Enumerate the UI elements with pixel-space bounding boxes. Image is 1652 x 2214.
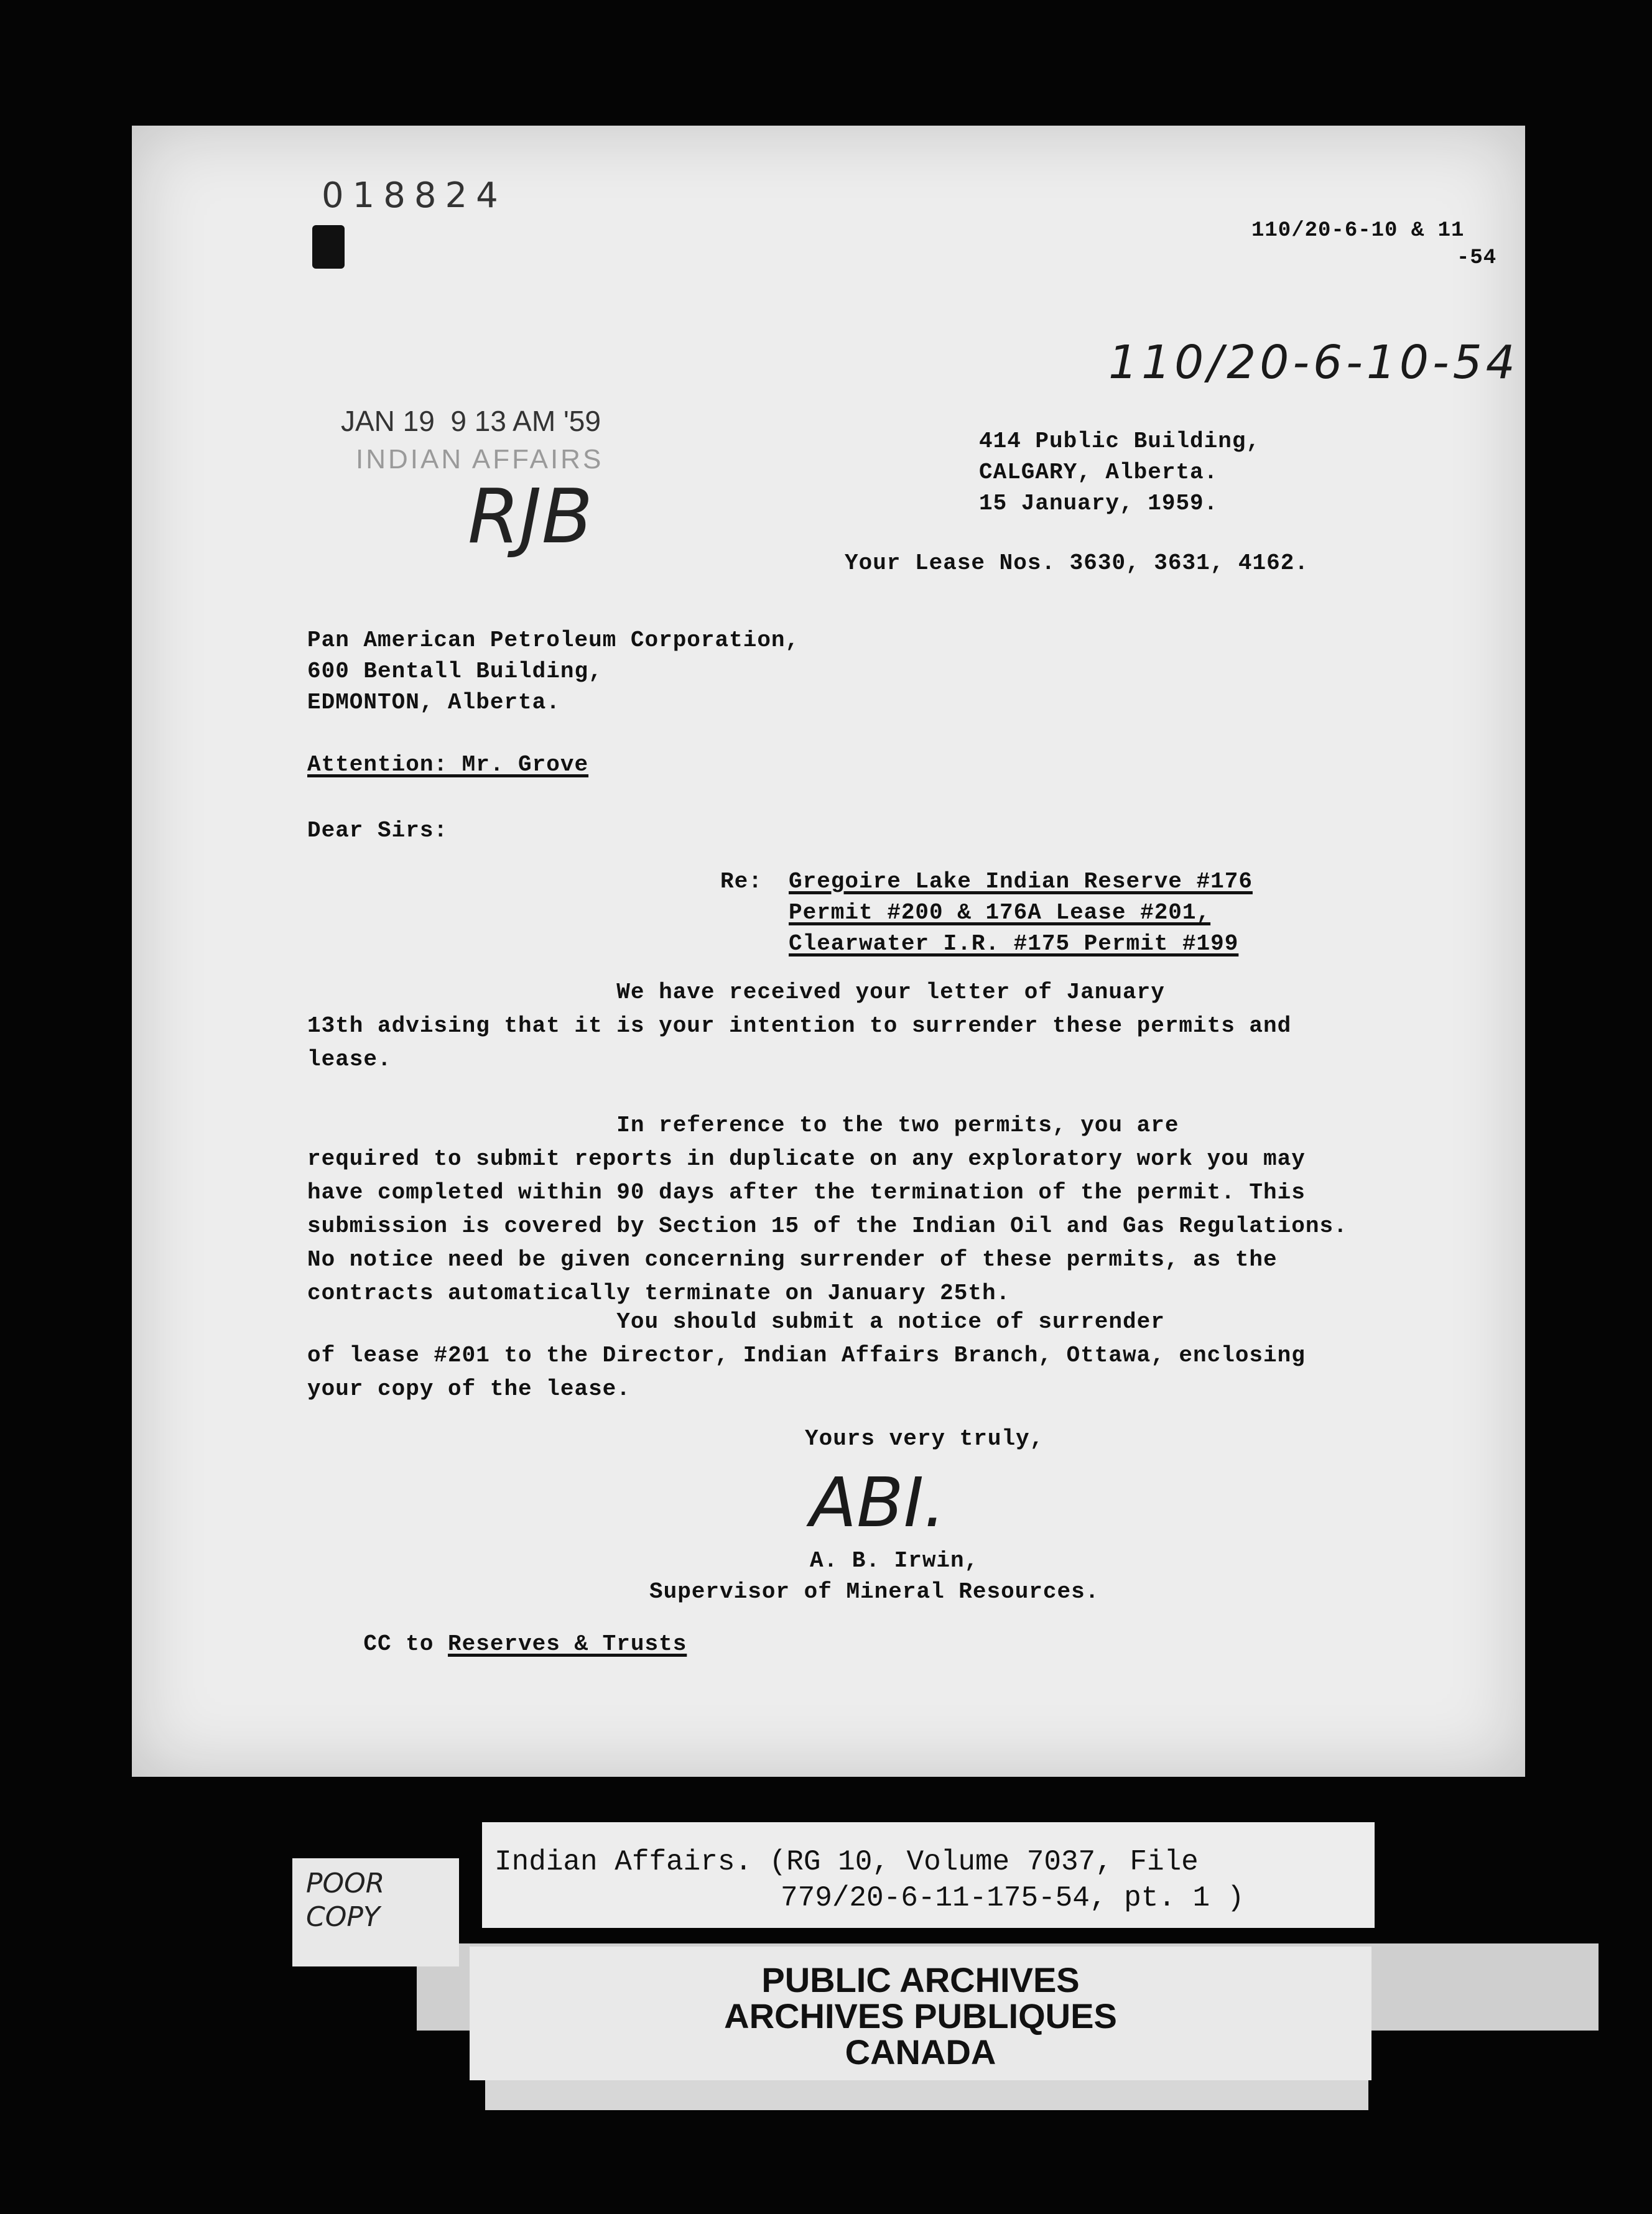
paragraph-line: submission is covered by Section 15 of the Indian Oil and Gas Regulations. [307,1213,1348,1239]
paragraph-line: In reference to the two permits, you are [307,1113,1179,1138]
archives-line3: CANADA [845,2032,996,2072]
poor-copy-line1: POOR [306,1868,385,1899]
re-line2: Permit #200 & 176A Lease #201, [789,900,1211,925]
office-stamp: INDIAN AFFAIRS [356,444,604,475]
cc-prefix: CC to [363,1631,448,1657]
punch-mark [312,225,345,269]
lease-numbers: Your Lease Nos. 3630, 3631, 4162. [845,550,1309,576]
document-number: 018824 [322,175,507,216]
archives-line1: PUBLIC ARCHIVES [761,1960,1080,1999]
archive-reference-label [482,1822,1375,1928]
valediction: Yours very truly, [805,1426,1044,1452]
cc-target: Reserves & Trusts [448,1631,687,1657]
signatory-name: A. B. Irwin, [810,1548,979,1573]
paragraph-3 [307,1307,1489,1407]
cc-line [307,1611,687,1678]
recipient-line2: 600 Bentall Building, [307,659,603,684]
poor-copy-label [292,1858,459,1966]
re-label: Re: [720,869,763,894]
signature: ABI. [810,1463,946,1542]
archive-reference-line1: Indian Affairs. (RG 10, Volume 7037, File [494,1846,1199,1878]
re-line1: Gregoire Lake Indian Reserve #176 [789,869,1253,894]
public-archives-label [470,1947,1371,2080]
handwritten-file-reference: 110/20-6-10-54 [1108,336,1519,389]
paragraph-line: lease. [307,1047,392,1072]
recipient-line3: EDMONTON, Alberta. [307,690,560,715]
paragraph-2 [307,1111,1501,1316]
paragraph-line: contracts automatically terminate on January 25th. [307,1281,1011,1306]
sender-address-line1: 414 Public Building, [979,428,1261,454]
recipient-line1: Pan American Petroleum Corporation, [307,628,800,653]
archive-reference-line2: 779/20-6-11-175-54, pt. 1 ) [781,1882,1245,1914]
paragraph-line: have completed within 90 days after the termination of the permit. This [307,1180,1306,1205]
paragraph-line: No notice need be given concerning surrender of these permits, as the [307,1247,1278,1272]
received-date-stamp: JAN 19 9 13 AM '59 [341,405,601,437]
paragraph-line: 13th advising that it is your intention to surrender these permits and [307,1013,1292,1039]
sender-address-line2: CALGARY, Alberta. [979,460,1218,485]
archives-line2: ARCHIVES PUBLIQUES [724,1996,1117,2036]
paragraph-line: of lease #201 to the Director, Indian Affairs Branch, Ottawa, enclosing [307,1343,1306,1368]
re-line3: Clearwater I.R. #175 Permit #199 [789,931,1239,956]
file-reference-line1: 110/20-6-10 & 11 [1251,219,1465,243]
poor-copy-line2: COPY [306,1901,380,1933]
letter-date: 15 January, 1959. [979,491,1218,516]
paragraph-line: your copy of the lease. [307,1376,631,1402]
signatory-title: Supervisor of Mineral Resources. [649,1579,1100,1605]
paragraph-line: required to submit reports in duplicate on any exploratory work you may [307,1146,1306,1172]
letter-page [132,126,1525,1777]
salutation: Dear Sirs: [307,818,448,843]
paragraph-line: You should submit a notice of surrender [307,1309,1165,1335]
paragraph-line: We have received your letter of January [307,980,1165,1005]
stamp-initials: RJB [468,474,593,560]
attention-line: Attention: Mr. Grove [307,752,589,777]
file-reference-line2: -54 [1457,246,1497,270]
paragraph-1 [307,978,1489,1077]
label-bottom-strip [485,2080,1368,2110]
